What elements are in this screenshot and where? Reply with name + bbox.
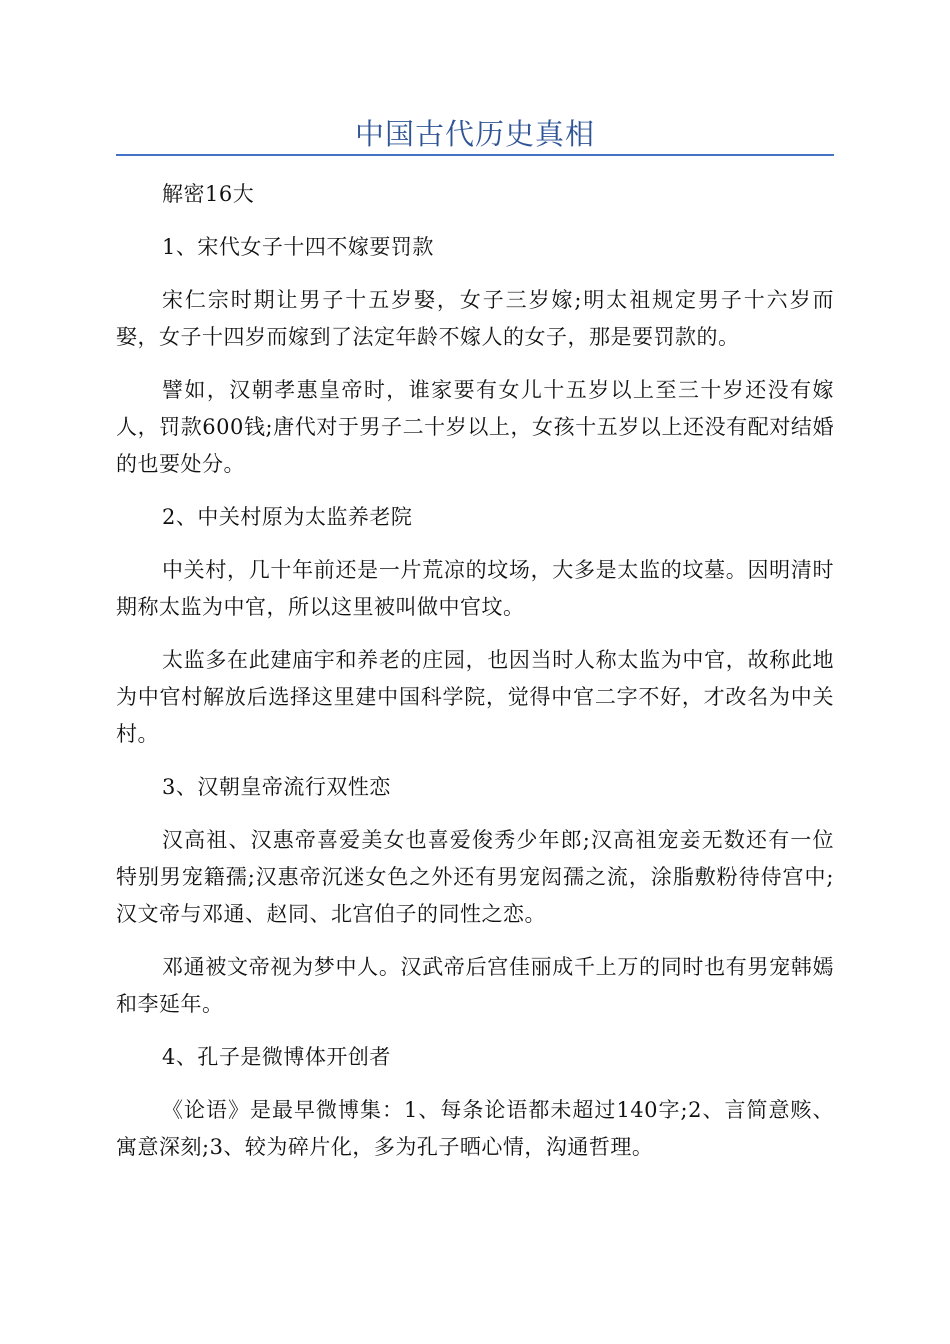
paragraph: 邓通被文帝视为梦中人。汉武帝后宫佳丽成千上万的同时也有男宠韩嫣和李延年。 <box>116 955 834 1016</box>
section-heading-1: 1、宋代女子十四不嫁要罚款 <box>162 235 434 259</box>
section-heading-3: 3、汉朝皇帝流行双性恋 <box>162 775 391 799</box>
paragraph: 《论语》是最早微博集：1、每条论语都未超过140字;2、言简意赅、寓意深刻;3、较为碎片化，多为孔子晒心情，沟通哲理。 <box>116 1098 834 1159</box>
section-heading-2: 2、中关村原为太监养老院 <box>162 505 413 529</box>
paragraph: 太监多在此建庙宇和养老的庄园，也因当时人称太监为中官，故称此地为中官村解放后选择这里建中国科学院，觉得中官二字不好，才改名为中关村。 <box>116 648 834 746</box>
title-underline <box>116 154 834 156</box>
paragraph-intro: 解密16大 <box>162 182 255 206</box>
paragraph: 中关村，几十年前还是一片荒凉的坟场，大多是太监的坟墓。因明清时期称太监为中官，所以这里被叫做中官坟。 <box>116 558 834 619</box>
section-heading-4: 4、孔子是微博体开创者 <box>162 1045 391 1069</box>
paragraph: 汉高祖、汉惠帝喜爱美女也喜爱俊秀少年郎;汉高祖宠妾无数还有一位特别男宠籍孺;汉惠帝沉迷女色之外还有男宠闳孺之流，涂脂敷粉待侍宫中;汉文帝与邓通、赵同、北宫伯子的同性之恋。 <box>116 828 834 926</box>
document-body <box>116 176 834 1182</box>
paragraph: 譬如，汉朝孝惠皇帝时，谁家要有女儿十五岁以上至三十岁还没有嫁人，罚款600钱;唐代对于男子二十岁以上，女孩十五岁以上还没有配对结婚的也要处分。 <box>116 378 834 476</box>
paragraph: 宋仁宗时期让男子十五岁娶，女子三岁嫁;明太祖规定男子十六岁而娶，女子十四岁而嫁到了法定年龄不嫁人的女子，那是要罚款的。 <box>116 288 834 349</box>
document-title: 中国古代历史真相 <box>354 117 595 151</box>
